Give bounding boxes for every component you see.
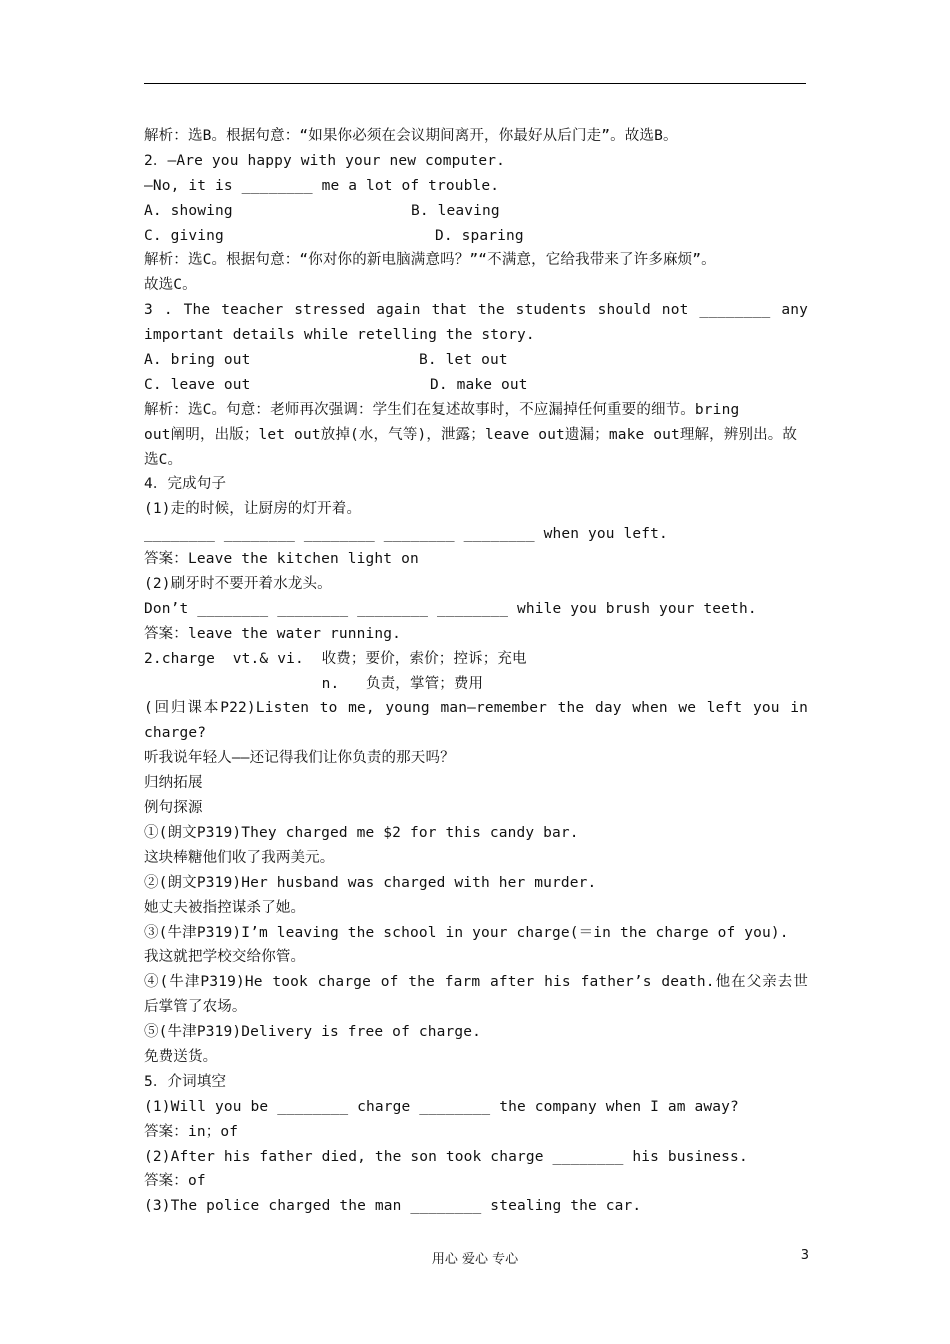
text-line: (2)刷牙时不要开着水龙头。: [144, 576, 332, 593]
text-line: 我这就把学校交给你管。: [144, 949, 306, 966]
text-line: 解析：选C。根据句意：“你对你的新电脑满意吗？”“不满意，它给我带来了许多麻烦”。: [144, 252, 716, 269]
text-line: charge?: [144, 725, 207, 742]
text-line: 答案：of: [144, 1173, 206, 1190]
text-line: 这块棒糖他们收了我两美元。: [144, 849, 335, 866]
option-left: A. showing: [144, 202, 233, 219]
text-line: 解析：选B。根据句意：“如果你必须在会议期间离开，你最好从后门走”。故选B。: [144, 128, 678, 144]
text-line: 她丈夫被指控谋杀了她。: [144, 899, 306, 916]
text-line: —No, it is ________ me a lot of trouble.: [144, 177, 500, 194]
text-line: 2．—Are you happy with your new computer.: [144, 152, 505, 169]
text-line: 例句探源: [144, 800, 203, 817]
text-line: ________ ________ ________ ________ ________ when you left.: [144, 526, 668, 543]
option-left: C. leave out: [144, 376, 251, 393]
header-rule: [144, 83, 806, 84]
page-number: 3: [800, 1248, 809, 1263]
text-line: n. 负责，掌管；费用: [144, 675, 484, 692]
text-line: 后掌管了农场。: [144, 999, 247, 1016]
text-line: ②(朗文P319)Her husband was charged with her murder.: [144, 874, 597, 891]
answer-options-row: [144, 199, 808, 224]
text-line: 3 . The teacher stressed again that the students should not ________ any: [144, 302, 808, 319]
text-line: ⑤(牛津P319)Delivery is free of charge.: [144, 1024, 481, 1041]
text-line: 4．完成句子: [144, 476, 227, 493]
text-line: ①(朗文P319)They charged me $2 for this candy bar.: [144, 824, 579, 841]
text-line: ④(牛津P319)He took charge of the farm after his father’s death.他在父亲去世: [144, 974, 808, 991]
answer-options-row: [144, 224, 808, 249]
text-line: 免费送货。: [144, 1048, 218, 1065]
text-line: (1)Will you be ________ charge ________ the company when I am away?: [144, 1098, 739, 1115]
text-line: ③(牛津P319)I’m leaving the school in your charge(＝in the charge of you).: [144, 924, 789, 941]
text-line: 选C。: [144, 451, 183, 468]
text-line: important details while retelling the story.: [144, 327, 535, 344]
option-right: D. make out: [430, 376, 528, 393]
text-line: (1)走的时候，让厨房的灯开着。: [144, 501, 362, 518]
text-line: (回归课本P22)Listen to me, young man—remember the day when we left you in: [144, 700, 808, 717]
text-line: (3)The police charged the man ________ stealing the car.: [144, 1198, 642, 1215]
option-right: D. sparing: [435, 227, 524, 244]
text-line: 答案：in；of: [144, 1123, 239, 1140]
document-body: [144, 124, 808, 1219]
text-line: Don’t ________ ________ ________ ________ while you brush your teeth.: [144, 600, 757, 617]
text-line: 答案：leave the water running.: [144, 625, 402, 642]
footer-text: 用心 爱心 专心: [431, 1252, 519, 1267]
option-right: B. let out: [419, 352, 508, 369]
option-left: C. giving: [144, 227, 224, 244]
text-line: 听我说年轻人——还记得我们让你负责的那天吗？: [144, 750, 455, 767]
text-line: 归纳拓展: [144, 775, 203, 792]
option-left: A. bring out: [144, 352, 251, 369]
text-line: 故选C。: [144, 277, 197, 294]
text-line: 2.charge vt.& vi. 收费；要价，索价；控诉；充电: [144, 650, 527, 667]
option-right: B. leaving: [411, 202, 500, 219]
answer-options-row: [144, 373, 808, 398]
text-line: 答案：Leave the kitchen light on: [144, 551, 419, 568]
text-line: 解析：选C。句意：老师再次强调：学生们在复述故事时，不应漏掉任何重要的细节。bring: [144, 401, 740, 418]
answer-options-row: [144, 348, 808, 373]
text-line: 5．介词填空: [144, 1073, 227, 1090]
text-line: out阐明，出版；let out放掉(水，气等)，泄露；leave out遗漏；make out理解，辨别出。故: [144, 426, 798, 443]
text-line: (2)After his father died, the son took charge ________ his business.: [144, 1148, 748, 1165]
